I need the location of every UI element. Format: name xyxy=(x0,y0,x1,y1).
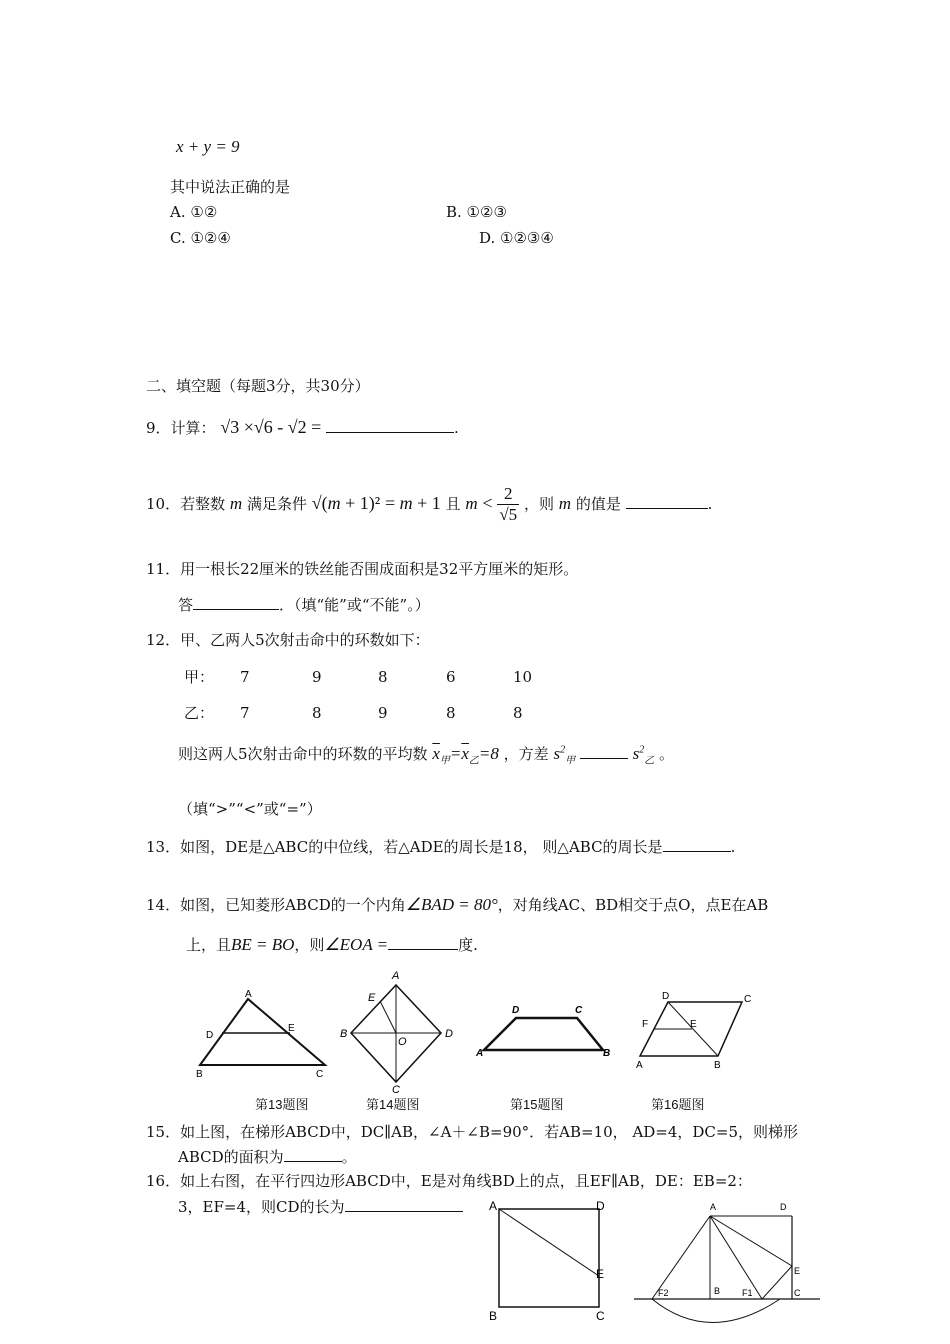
caption-fig14: 第14题图 xyxy=(366,1097,420,1112)
q16-line2 xyxy=(178,1197,463,1216)
fig16-label-b: B xyxy=(714,1060,721,1071)
square-label-b: B xyxy=(489,1309,498,1323)
q14-cond: BE = BO xyxy=(231,935,295,954)
fig16-label-a: A xyxy=(636,1060,643,1071)
q12-row-jia-v5: 10 xyxy=(513,668,533,686)
q9-expr: √3 ×√6 - √2 = xyxy=(220,417,322,437)
option-a: A. ①② xyxy=(170,203,218,221)
fold-label-e: E xyxy=(794,1266,801,1276)
q11-line2 xyxy=(178,595,430,614)
fig14-label-a: A xyxy=(392,970,400,982)
q13: 13．如图，DE是△ABC的中位线，若△ADE的周长是18， 则△ABC的周长是 . xyxy=(146,838,736,856)
q9-blank[interactable] xyxy=(326,418,454,433)
fig14-label-e: E xyxy=(368,992,376,1004)
q12-line1: 12．甲、乙两人5次射击命中的环数如下： xyxy=(146,631,430,649)
figure-15 xyxy=(470,1000,620,1070)
q12-row-yi-v3: 9 xyxy=(378,704,388,722)
q15-blank[interactable] xyxy=(284,1147,342,1162)
q11-line1: 11．用一根长22厘米的铁丝能否围成面积是32平方厘米的矩形。 xyxy=(146,560,579,578)
fig14-label-d: D xyxy=(445,1028,453,1040)
fold-label-a: A xyxy=(710,1202,717,1212)
fig16-label-d: D xyxy=(662,991,670,1002)
fig15-label-b: B xyxy=(603,1048,611,1059)
section-title: 二、填空题（每题3分，共30分） xyxy=(146,377,370,395)
q10-var-m3: m xyxy=(558,493,572,513)
caption-fig15: 第15题图 xyxy=(510,1097,564,1112)
fig14-label-o: O xyxy=(398,1036,407,1048)
q14-line2b: ，则 xyxy=(294,936,325,954)
q11-ans-label: 答 xyxy=(178,596,194,614)
fig15-label-d: D xyxy=(512,1005,520,1016)
q14-angle: ∠BAD = 80° xyxy=(405,895,498,914)
q14-line2 xyxy=(186,935,478,955)
fig13-label-d: D xyxy=(206,1030,214,1041)
fold-label-b: B xyxy=(714,1286,721,1296)
square-label-a: A xyxy=(489,1199,498,1213)
q10: 10．若整数 m 满足条件 √(m + 1)² = m + 1 且 m < $\frac{2}{√5}$ ，则 m 的值是 . xyxy=(146,484,713,525)
figure-16 xyxy=(632,988,762,1078)
q13-text: 13．如图，DE是△ABC的中位线，若△ADE的周长是18， 则△ABC的周长是 xyxy=(146,838,663,856)
q10-var-m2: m xyxy=(465,493,478,513)
fig13-label-a: A xyxy=(245,989,252,1000)
caption-fig16: 第16题图 xyxy=(651,1097,705,1112)
fold-label-c: C xyxy=(794,1288,801,1298)
fold-label-f1: F1 xyxy=(742,1288,753,1298)
q12-blank[interactable] xyxy=(580,744,628,759)
q14-target: ∠EOA = xyxy=(324,935,389,954)
fig14-label-b: B xyxy=(340,1028,348,1040)
square-label-c: C xyxy=(596,1309,605,1323)
figure-13 xyxy=(190,985,340,1085)
q14-line1a: 14．如图，已知菱形ABCD的一个内角 xyxy=(146,896,406,914)
q10-var-m: m xyxy=(229,493,243,513)
option-d: D. ①②③④ xyxy=(479,229,554,247)
q15-line1: 15．如上图，在梯形ABCD中，DC∥AB，∠A＋∠B=90°．若AB=10， AD=4，DC=5，则梯形 xyxy=(146,1123,799,1141)
q14-line2a: 上，且 xyxy=(186,936,232,954)
q12-hint: （填“>”“<”或“=”） xyxy=(178,800,322,818)
q14-line1 xyxy=(146,895,768,915)
q15-line2-text: ABCD的面积为 xyxy=(178,1148,284,1166)
fold-label-f2: F2 xyxy=(658,1288,669,1298)
q16-line2-text: 3，EF=4，则CD的长为 xyxy=(178,1198,345,1216)
q10-part3: ，则 xyxy=(523,494,554,513)
q12-var-yi: $s^2_乙$ xyxy=(632,744,655,767)
q12-var-jia: $s^2_甲$ xyxy=(553,744,576,767)
square-label-e: E xyxy=(596,1267,605,1281)
q12-line2b: ，方差 xyxy=(503,745,549,763)
q12-row-jia-v2: 9 xyxy=(312,668,322,686)
option-b: B. ①②③ xyxy=(446,203,507,221)
figure-square xyxy=(486,1196,616,1326)
prompt-text: 其中说法正确的是 xyxy=(170,178,291,196)
fig13-label-c: C xyxy=(316,1069,324,1080)
fig15-label-a: A xyxy=(476,1048,484,1059)
q10-num: 10．若整数 xyxy=(146,494,226,513)
q16-blank[interactable] xyxy=(345,1197,463,1212)
q12-row-jia-name: 甲： xyxy=(184,668,215,686)
q10-blank[interactable] xyxy=(626,494,708,509)
q12-row-yi-v2: 8 xyxy=(312,704,322,722)
fig13-label-b: B xyxy=(196,1069,203,1080)
q10-cond: 满足条件 xyxy=(246,494,307,513)
q12-row-jia-v4: 6 xyxy=(446,668,456,686)
q12-row-yi-v5: 8 xyxy=(513,704,523,722)
q10-lt: < xyxy=(482,492,493,513)
q15-line2 xyxy=(178,1147,357,1166)
q14-line1b: ，对角线AC、BD相交于点O，点E在AB xyxy=(497,896,769,914)
q14-blank[interactable] xyxy=(388,935,458,950)
q12-row-jia-v1: 7 xyxy=(240,668,250,686)
q14-line2c: 度. xyxy=(458,936,478,954)
eq-x-plus-y: x + y = 9 xyxy=(176,137,240,156)
q12-line2: 则这两人5次射击命中的环数的平均数 $\overline{x}_甲=\overline{x}_乙=8$ ，方差 $s^2_甲$ $s^2_乙$ 。 xyxy=(178,744,675,767)
q16-line1: 16．如上右图，在平行四边形ABCD中，E是对角线BD上的点，且EF∥AB，DE：EB=2： xyxy=(146,1172,752,1190)
q12-row-jia-v3: 8 xyxy=(378,668,388,686)
fig16-label-c: C xyxy=(744,994,752,1005)
fold-label-d: D xyxy=(780,1202,787,1212)
q12-row-yi-name: 乙： xyxy=(184,704,215,722)
q10-frac: $\frac{2}{√5}$ xyxy=(499,484,518,525)
q10-eq: = m + 1 xyxy=(384,492,441,513)
fig13-label-e: E xyxy=(288,1023,295,1034)
q9-num: 9．计算： xyxy=(146,419,216,437)
q12-avg: $\overline{x}_甲=\overline{x}_乙=8$ xyxy=(432,744,499,767)
square-label-d: D xyxy=(596,1199,605,1213)
q12-line2a: 则这两人5次射击命中的环数的平均数 xyxy=(178,745,428,763)
q10-part2: 且 xyxy=(445,494,461,513)
caption-fig13: 第13题图 xyxy=(255,1097,309,1112)
q12-row-yi-v1: 7 xyxy=(240,704,250,722)
q15-end: 。 xyxy=(341,1148,357,1166)
q9: 9．计算： √3 ×√6 - √2 = . xyxy=(146,417,459,437)
figure-fold xyxy=(630,1196,830,1326)
q11-blank[interactable] xyxy=(193,595,279,610)
fig14-label-c: C xyxy=(392,1084,400,1095)
fig15-label-c: C xyxy=(575,1005,583,1016)
q12-avg-val: =8 xyxy=(478,744,499,763)
q13-blank[interactable] xyxy=(663,837,731,852)
q12-row-yi-v4: 8 xyxy=(446,704,456,722)
option-c: C. ①②④ xyxy=(170,229,231,247)
figure-14 xyxy=(336,965,466,1095)
q11-hint: ．（填“能”或“不能”。） xyxy=(279,596,430,614)
fig16-label-f: F xyxy=(642,1019,649,1030)
q10-part4: 的值是 xyxy=(575,494,621,513)
q10-radical: √(m + 1)² xyxy=(311,492,381,513)
fig16-label-e: E xyxy=(690,1019,697,1030)
